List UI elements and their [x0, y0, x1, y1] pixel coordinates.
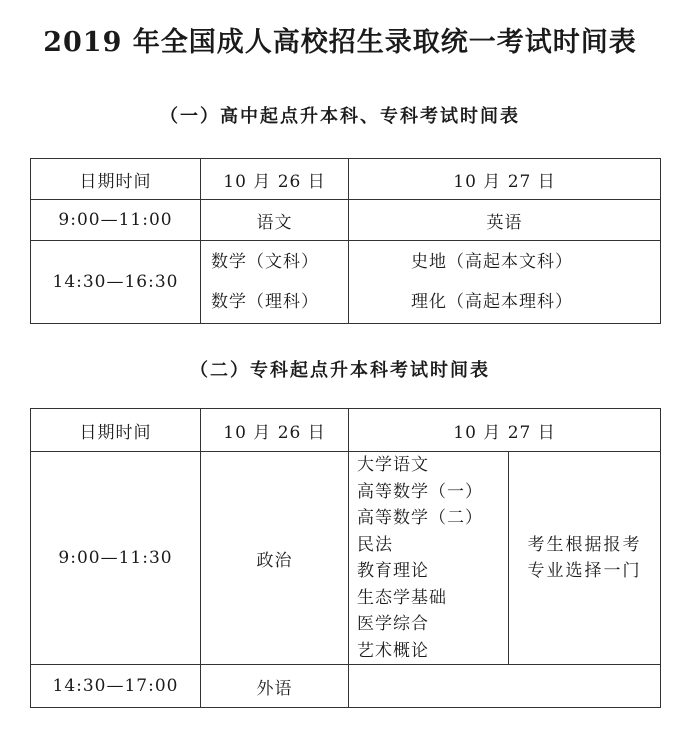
list-item: 高等数学（二） — [357, 508, 483, 528]
list-item: 民法 — [357, 534, 393, 555]
subject-line: 数学（文科） — [211, 252, 319, 272]
note-line: 专业选择一门 — [527, 561, 642, 581]
schedule-table-1 — [30, 158, 661, 324]
subject-cell: 语文 — [201, 200, 349, 241]
subject-cell: 英语 — [349, 200, 661, 241]
header-day1: 10 月 26 日 — [201, 159, 349, 200]
header-day2: 10 月 27 日 — [349, 409, 661, 452]
time-cell: 9:00—11:30 — [31, 452, 201, 665]
schedule-table-2 — [30, 408, 661, 708]
section2-heading: （二）专科起点升本科考试时间表 — [190, 360, 490, 381]
header-day2: 10 月 27 日 — [349, 159, 661, 200]
list-item: 艺术概论 — [357, 640, 429, 661]
subject-cell — [201, 241, 349, 324]
subject-line: 数学（理科） — [211, 292, 319, 312]
header-day1: 10 月 26 日 — [201, 409, 349, 452]
subject-cell: 外语 — [201, 665, 349, 708]
time-cell: 9:00—11:00 — [31, 200, 201, 241]
subject-line: 史地（高起本文科） — [411, 252, 573, 272]
table-row — [31, 452, 661, 665]
header-date-time: 日期时间 — [31, 159, 201, 200]
list-item: 教育理论 — [357, 561, 429, 581]
table-row — [31, 200, 661, 241]
list-item: 医学综合 — [357, 614, 429, 634]
subject-list — [349, 452, 509, 665]
table-row — [31, 241, 661, 324]
selection-note — [509, 452, 661, 665]
time-cell: 14:30—17:00 — [31, 665, 201, 708]
list-item: 生态学基础 — [357, 587, 447, 608]
time-cell: 14:30—16:30 — [31, 241, 201, 324]
header-date-time: 日期时间 — [31, 409, 201, 452]
table-header-row — [31, 409, 661, 452]
subject-line: 理化（高起本理科） — [411, 292, 573, 312]
note-line: 考生根据报考 — [527, 535, 642, 555]
table-row — [31, 665, 661, 708]
subject-cell — [349, 665, 661, 708]
table-header-row — [31, 159, 661, 200]
page-title: 2019 年全国成人高校招生录取统一考试时间表 — [43, 27, 637, 58]
list-item: 高等数学（一） — [357, 481, 483, 502]
section1-heading: （一）高中起点升本科、专科考试时间表 — [160, 106, 520, 127]
subject-cell: 政治 — [201, 452, 349, 665]
list-item: 大学语文 — [357, 455, 429, 475]
subject-cell — [349, 241, 661, 324]
